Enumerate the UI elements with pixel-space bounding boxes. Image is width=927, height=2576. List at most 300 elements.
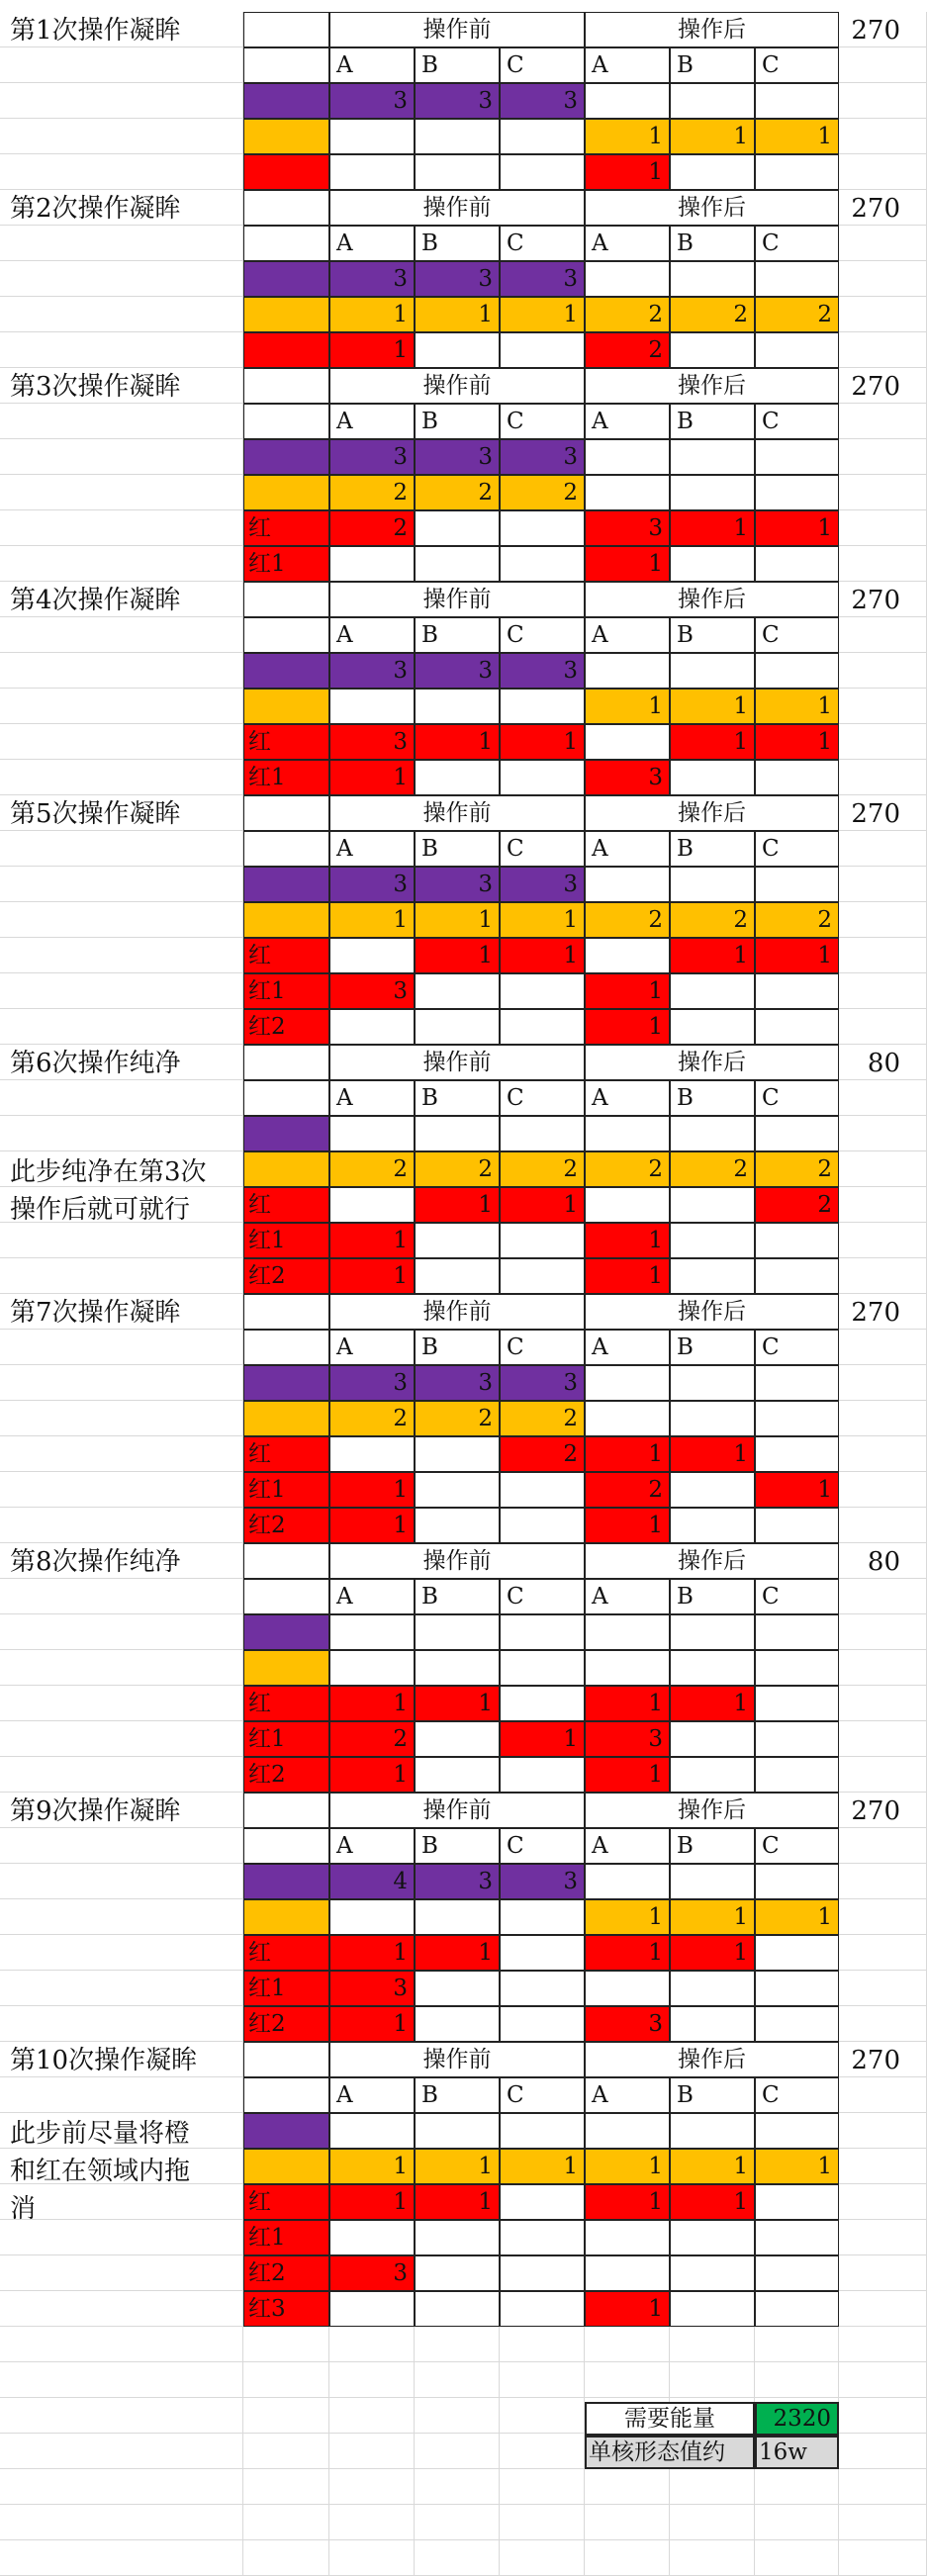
grid-cell[interactable] [839,1757,927,1793]
after-value-cell[interactable]: 3 [585,760,670,795]
before-value-cell[interactable]: 3 [329,261,415,297]
before-value-cell[interactable]: 3 [329,867,415,902]
grid-cell[interactable] [839,973,927,1009]
grid-cell[interactable] [0,1508,243,1543]
before-value-cell[interactable] [415,332,500,368]
before-value-cell[interactable]: 2 [415,475,500,510]
after-value-cell[interactable]: 1 [585,689,670,724]
after-value-cell[interactable] [755,1864,839,1899]
grid-cell[interactable] [839,2006,927,2042]
before-value-cell[interactable]: 1 [329,1935,415,1971]
grid-cell[interactable] [415,2434,500,2469]
grid-cell[interactable] [0,973,243,1009]
grid-cell[interactable] [0,2291,243,2327]
grid-cell[interactable] [670,2327,755,2362]
after-value-cell[interactable]: 1 [670,1436,755,1472]
after-value-cell[interactable]: 3 [585,2006,670,2042]
grid-cell[interactable] [839,1116,927,1151]
grid-cell[interactable] [0,2362,243,2398]
after-value-cell[interactable] [755,1436,839,1472]
before-value-cell[interactable]: 2 [329,1721,415,1757]
grid-cell[interactable] [0,2255,243,2291]
before-value-cell[interactable]: 2 [500,1401,585,1436]
before-value-cell[interactable] [500,1971,585,2006]
grid-cell[interactable] [0,1686,243,1721]
before-value-cell[interactable] [500,1508,585,1543]
after-value-cell[interactable] [755,1258,839,1294]
before-value-cell[interactable] [500,1686,585,1721]
after-value-cell[interactable] [585,1365,670,1401]
grid-cell[interactable] [0,1935,243,1971]
after-value-cell[interactable]: 2 [755,902,839,938]
grid-cell[interactable] [0,1436,243,1472]
before-value-cell[interactable]: 3 [415,439,500,475]
before-value-cell[interactable]: 3 [500,261,585,297]
before-value-cell[interactable]: 3 [415,867,500,902]
after-value-cell[interactable] [585,1401,670,1436]
after-value-cell[interactable] [670,1258,755,1294]
grid-cell[interactable] [0,226,243,261]
grid-cell[interactable] [0,119,243,154]
after-value-cell[interactable] [755,2291,839,2327]
grid-cell[interactable] [243,2540,329,2576]
before-value-cell[interactable]: 3 [500,83,585,119]
after-value-cell[interactable] [755,546,839,582]
before-value-cell[interactable]: 1 [415,2184,500,2220]
after-value-cell[interactable]: 1 [585,154,670,190]
after-value-cell[interactable] [755,2184,839,2220]
before-value-cell[interactable]: 1 [500,938,585,973]
grid-cell[interactable] [329,2362,415,2398]
grid-cell[interactable] [0,1971,243,2006]
after-value-cell[interactable] [670,653,755,689]
after-value-cell[interactable]: 1 [670,2184,755,2220]
after-value-cell[interactable]: 1 [670,1899,755,1935]
after-value-cell[interactable]: 1 [755,1899,839,1935]
before-value-cell[interactable] [329,1614,415,1650]
before-value-cell[interactable]: 1 [500,724,585,760]
grid-cell[interactable] [839,1009,927,1045]
grid-cell[interactable] [839,2540,927,2576]
grid-cell[interactable] [839,653,927,689]
after-value-cell[interactable] [670,1721,755,1757]
after-value-cell[interactable]: 1 [585,119,670,154]
grid-cell[interactable] [0,2398,243,2434]
before-value-cell[interactable]: 1 [415,2149,500,2184]
grid-cell[interactable] [839,510,927,546]
before-value-cell[interactable] [329,1009,415,1045]
after-value-cell[interactable]: 1 [755,510,839,546]
after-value-cell[interactable]: 1 [585,1935,670,1971]
grid-cell[interactable] [243,2434,329,2469]
after-value-cell[interactable]: 1 [670,1935,755,1971]
before-value-cell[interactable] [500,1757,585,1793]
grid-cell[interactable] [500,2505,585,2540]
grid-cell[interactable] [0,1757,243,1793]
before-value-cell[interactable]: 1 [415,902,500,938]
grid-cell[interactable] [839,2362,927,2398]
after-value-cell[interactable] [755,1009,839,1045]
after-value-cell[interactable]: 3 [585,510,670,546]
grid-cell[interactable] [243,2398,329,2434]
after-value-cell[interactable] [755,439,839,475]
before-value-cell[interactable]: 1 [329,902,415,938]
after-value-cell[interactable] [670,760,755,795]
grid-cell[interactable] [0,2327,243,2362]
grid-cell[interactable] [839,2434,927,2469]
before-value-cell[interactable]: 3 [329,439,415,475]
grid-cell[interactable] [839,1151,927,1187]
grid-cell[interactable] [839,1971,927,2006]
after-value-cell[interactable]: 1 [585,2149,670,2184]
grid-cell[interactable] [839,1508,927,1543]
grid-cell[interactable] [839,867,927,902]
before-value-cell[interactable]: 3 [329,2255,415,2291]
after-value-cell[interactable] [755,475,839,510]
after-value-cell[interactable] [755,1971,839,2006]
grid-cell[interactable] [0,154,243,190]
after-value-cell[interactable]: 1 [670,724,755,760]
before-value-cell[interactable]: 1 [500,1721,585,1757]
before-value-cell[interactable] [415,1757,500,1793]
after-value-cell[interactable] [755,760,839,795]
grid-cell[interactable] [585,2362,670,2398]
before-value-cell[interactable] [415,2255,500,2291]
before-value-cell[interactable]: 1 [415,1935,500,1971]
grid-cell[interactable] [500,2540,585,2576]
grid-cell[interactable] [839,332,927,368]
grid-cell[interactable] [839,1721,927,1757]
before-value-cell[interactable]: 2 [500,1436,585,1472]
before-value-cell[interactable]: 3 [329,1971,415,2006]
grid-cell[interactable] [839,1436,927,1472]
before-value-cell[interactable]: 3 [329,724,415,760]
before-value-cell[interactable]: 1 [329,1686,415,1721]
before-value-cell[interactable] [329,1116,415,1151]
after-value-cell[interactable] [755,867,839,902]
grid-cell[interactable] [0,404,243,439]
after-value-cell[interactable] [670,1223,755,1258]
after-value-cell[interactable] [755,154,839,190]
after-value-cell[interactable] [670,1116,755,1151]
before-value-cell[interactable]: 3 [415,83,500,119]
grid-cell[interactable] [0,1579,243,1614]
grid-cell[interactable] [839,1686,927,1721]
grid-cell[interactable] [0,1080,243,1116]
grid-cell[interactable] [329,2540,415,2576]
after-value-cell[interactable]: 1 [755,724,839,760]
grid-cell[interactable] [0,439,243,475]
before-value-cell[interactable]: 1 [500,1187,585,1223]
grid-cell[interactable] [0,2077,243,2113]
grid-cell[interactable] [755,2327,839,2362]
after-value-cell[interactable] [670,154,755,190]
after-value-cell[interactable]: 1 [585,973,670,1009]
after-value-cell[interactable] [585,2255,670,2291]
grid-cell[interactable] [0,2434,243,2469]
grid-cell[interactable] [839,1899,927,1935]
before-value-cell[interactable]: 3 [500,1365,585,1401]
after-value-cell[interactable] [670,1757,755,1793]
before-value-cell[interactable]: 1 [500,2149,585,2184]
grid-cell[interactable] [0,1614,243,1650]
after-value-cell[interactable] [755,2255,839,2291]
before-value-cell[interactable] [500,1223,585,1258]
grid-cell[interactable] [0,47,243,83]
before-value-cell[interactable]: 2 [329,475,415,510]
after-value-cell[interactable]: 1 [585,1508,670,1543]
after-value-cell[interactable] [670,973,755,1009]
before-value-cell[interactable] [329,119,415,154]
before-value-cell[interactable] [329,2220,415,2255]
before-value-cell[interactable] [500,760,585,795]
after-value-cell[interactable]: 1 [670,1686,755,1721]
after-value-cell[interactable] [585,1864,670,1899]
after-value-cell[interactable] [755,261,839,297]
after-value-cell[interactable]: 1 [755,1472,839,1508]
before-value-cell[interactable]: 1 [329,1258,415,1294]
after-value-cell[interactable] [585,2220,670,2255]
before-value-cell[interactable] [329,689,415,724]
after-value-cell[interactable]: 1 [755,689,839,724]
after-value-cell[interactable] [585,439,670,475]
grid-cell[interactable] [839,261,927,297]
grid-cell[interactable] [0,1721,243,1757]
grid-cell[interactable] [585,2505,670,2540]
before-value-cell[interactable]: 2 [329,510,415,546]
grid-cell[interactable] [839,2149,927,2184]
after-value-cell[interactable]: 1 [670,510,755,546]
grid-cell[interactable] [0,297,243,332]
after-value-cell[interactable] [670,867,755,902]
before-value-cell[interactable] [500,119,585,154]
grid-cell[interactable] [0,332,243,368]
before-value-cell[interactable] [415,1508,500,1543]
before-value-cell[interactable] [415,2220,500,2255]
after-value-cell[interactable] [670,2255,755,2291]
grid-cell[interactable] [415,2327,500,2362]
before-value-cell[interactable] [415,1258,500,1294]
after-value-cell[interactable]: 2 [670,1151,755,1187]
before-value-cell[interactable]: 1 [329,332,415,368]
before-value-cell[interactable]: 3 [329,1365,415,1401]
grid-cell[interactable] [500,2327,585,2362]
grid-cell[interactable] [839,1472,927,1508]
after-value-cell[interactable]: 1 [755,938,839,973]
grid-cell[interactable] [500,2398,585,2434]
before-value-cell[interactable] [500,546,585,582]
before-value-cell[interactable] [500,689,585,724]
after-value-cell[interactable]: 1 [670,689,755,724]
after-value-cell[interactable] [585,2113,670,2149]
grid-cell[interactable] [0,1864,243,1899]
after-value-cell[interactable] [585,1116,670,1151]
before-value-cell[interactable] [500,2255,585,2291]
before-value-cell[interactable] [500,1899,585,1935]
before-value-cell[interactable] [500,2006,585,2042]
grid-cell[interactable] [839,1365,927,1401]
before-value-cell[interactable] [500,2220,585,2255]
before-value-cell[interactable] [415,1899,500,1935]
grid-cell[interactable] [0,1828,243,1864]
after-value-cell[interactable] [755,1365,839,1401]
before-value-cell[interactable]: 3 [500,1864,585,1899]
after-value-cell[interactable]: 1 [585,1223,670,1258]
grid-cell[interactable] [329,2434,415,2469]
after-value-cell[interactable] [670,1650,755,1686]
grid-cell[interactable] [839,2220,927,2255]
before-value-cell[interactable] [329,1436,415,1472]
grid-cell[interactable] [0,760,243,795]
after-value-cell[interactable] [585,1971,670,2006]
grid-cell[interactable] [755,2540,839,2576]
after-value-cell[interactable]: 1 [670,2149,755,2184]
before-value-cell[interactable]: 1 [415,1686,500,1721]
grid-cell[interactable] [243,2505,329,2540]
grid-cell[interactable] [839,1614,927,1650]
before-value-cell[interactable] [415,1472,500,1508]
after-value-cell[interactable] [670,1187,755,1223]
before-value-cell[interactable] [500,332,585,368]
grid-cell[interactable] [839,154,927,190]
before-value-cell[interactable]: 3 [329,973,415,1009]
after-value-cell[interactable] [585,724,670,760]
before-value-cell[interactable]: 1 [329,1223,415,1258]
grid-cell[interactable] [329,2327,415,2362]
grid-cell[interactable] [839,689,927,724]
after-value-cell[interactable] [755,653,839,689]
grid-cell[interactable] [839,297,927,332]
before-value-cell[interactable]: 1 [329,1508,415,1543]
before-value-cell[interactable] [329,1187,415,1223]
before-value-cell[interactable]: 3 [329,83,415,119]
grid-cell[interactable] [0,261,243,297]
after-value-cell[interactable]: 1 [755,119,839,154]
after-value-cell[interactable] [755,1401,839,1436]
before-value-cell[interactable] [415,510,500,546]
before-value-cell[interactable] [415,689,500,724]
before-value-cell[interactable]: 1 [415,724,500,760]
grid-cell[interactable] [0,1401,243,1436]
before-value-cell[interactable] [500,2291,585,2327]
before-value-cell[interactable] [329,1899,415,1935]
grid-cell[interactable] [839,2505,927,2540]
after-value-cell[interactable] [670,1365,755,1401]
before-value-cell[interactable]: 2 [500,475,585,510]
after-value-cell[interactable] [755,1935,839,1971]
after-value-cell[interactable] [585,1650,670,1686]
grid-cell[interactable] [839,2327,927,2362]
grid-cell[interactable] [839,475,927,510]
after-value-cell[interactable]: 1 [585,546,670,582]
before-value-cell[interactable] [415,1009,500,1045]
grid-cell[interactable] [0,938,243,973]
after-value-cell[interactable] [670,1864,755,1899]
after-value-cell[interactable]: 3 [585,1721,670,1757]
before-value-cell[interactable] [500,510,585,546]
after-value-cell[interactable] [585,867,670,902]
after-value-cell[interactable] [755,1686,839,1721]
grid-cell[interactable] [0,724,243,760]
after-value-cell[interactable]: 1 [585,1436,670,1472]
after-value-cell[interactable]: 2 [755,1187,839,1223]
grid-cell[interactable] [500,2434,585,2469]
after-value-cell[interactable] [755,2220,839,2255]
before-value-cell[interactable]: 1 [329,297,415,332]
grid-cell[interactable] [839,546,927,582]
grid-cell[interactable] [0,867,243,902]
before-value-cell[interactable]: 1 [329,2184,415,2220]
before-value-cell[interactable] [329,2113,415,2149]
after-value-cell[interactable]: 1 [585,1258,670,1294]
before-value-cell[interactable] [500,1258,585,1294]
grid-cell[interactable] [0,653,243,689]
after-value-cell[interactable]: 1 [585,1686,670,1721]
grid-cell[interactable] [839,902,927,938]
before-value-cell[interactable] [329,154,415,190]
before-value-cell[interactable]: 1 [415,1187,500,1223]
after-value-cell[interactable] [670,2113,755,2149]
before-value-cell[interactable] [500,2184,585,2220]
before-value-cell[interactable] [500,154,585,190]
before-value-cell[interactable]: 2 [500,1151,585,1187]
grid-cell[interactable] [0,510,243,546]
after-value-cell[interactable] [755,1650,839,1686]
grid-cell[interactable] [670,2362,755,2398]
before-value-cell[interactable] [415,1650,500,1686]
grid-cell[interactable] [243,2362,329,2398]
grid-cell[interactable] [0,2505,243,2540]
after-value-cell[interactable] [670,261,755,297]
before-value-cell[interactable] [415,1614,500,1650]
grid-cell[interactable] [500,2362,585,2398]
before-value-cell[interactable]: 3 [415,1365,500,1401]
grid-cell[interactable] [839,439,927,475]
grid-cell[interactable] [415,2398,500,2434]
grid-cell[interactable] [839,1650,927,1686]
after-value-cell[interactable] [755,1508,839,1543]
grid-cell[interactable] [839,2291,927,2327]
before-value-cell[interactable] [415,2006,500,2042]
grid-cell[interactable] [839,119,927,154]
after-value-cell[interactable] [585,83,670,119]
after-value-cell[interactable] [670,2220,755,2255]
grid-cell[interactable] [243,2327,329,2362]
grid-cell[interactable] [415,2362,500,2398]
after-value-cell[interactable] [755,2113,839,2149]
before-value-cell[interactable] [500,2113,585,2149]
before-value-cell[interactable]: 2 [329,1401,415,1436]
after-value-cell[interactable]: 2 [670,297,755,332]
before-value-cell[interactable] [415,546,500,582]
after-value-cell[interactable] [755,2006,839,2042]
grid-cell[interactable] [839,1223,927,1258]
after-value-cell[interactable]: 2 [585,1151,670,1187]
grid-cell[interactable] [839,1864,927,1899]
after-value-cell[interactable] [585,475,670,510]
grid-cell[interactable] [0,2540,243,2576]
before-value-cell[interactable] [329,938,415,973]
before-value-cell[interactable]: 3 [500,439,585,475]
before-value-cell[interactable]: 1 [329,760,415,795]
after-value-cell[interactable] [670,1971,755,2006]
before-value-cell[interactable]: 3 [500,867,585,902]
after-value-cell[interactable]: 1 [670,119,755,154]
grid-cell[interactable] [839,1401,927,1436]
after-value-cell[interactable] [755,332,839,368]
before-value-cell[interactable]: 2 [415,1401,500,1436]
after-value-cell[interactable] [670,1009,755,1045]
